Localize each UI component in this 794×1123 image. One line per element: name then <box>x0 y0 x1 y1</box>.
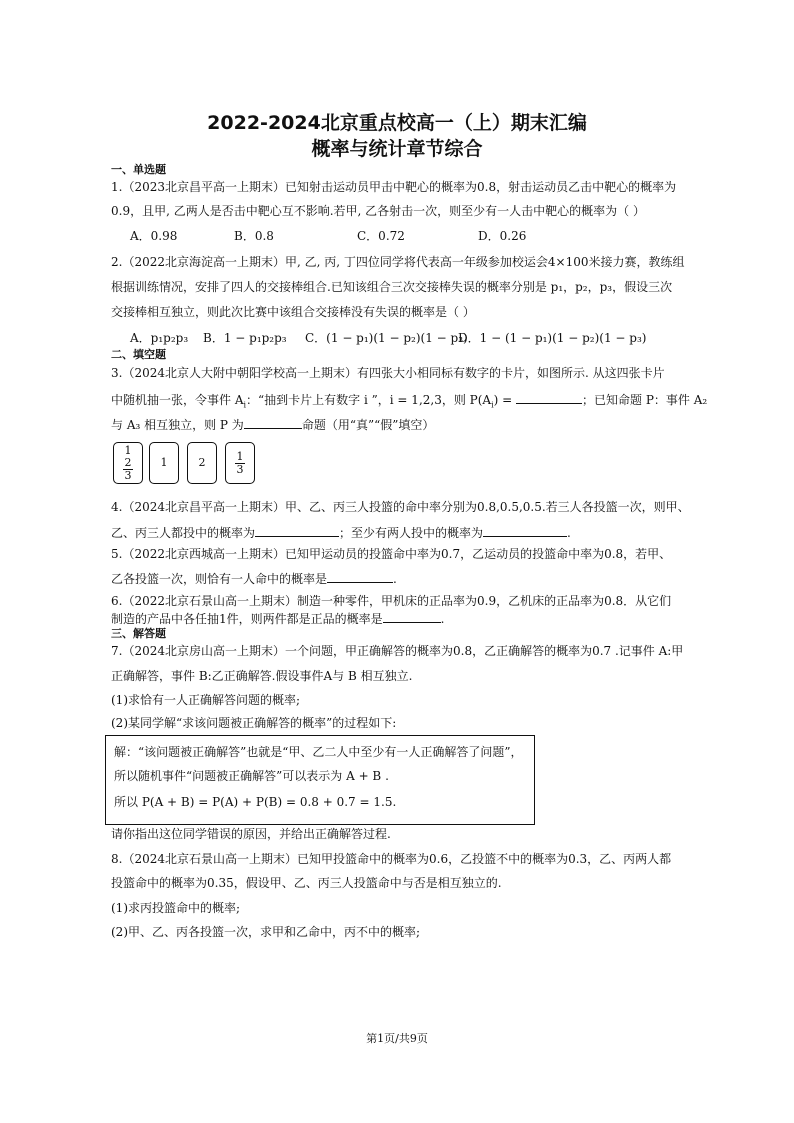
box-line1: 解：“该问题被正确解答”也就是“甲、乙二人中至少有一人正确解答了问题”， <box>114 745 523 759</box>
q4-answer-blank-2[interactable] <box>483 525 567 537</box>
card-2: 1 <box>149 442 179 484</box>
q2-option-a: A．p₁p₂p₃ <box>130 331 189 345</box>
q7-sub1: (1)求恰有一人正确解答问题的概率; <box>111 693 301 707</box>
page-footer: 第1页/共9页 <box>366 1032 428 1045</box>
q3-line3: 与 A₃ 相互独立，则 P 为 命题（用“真”“假”填空） <box>111 418 435 432</box>
q7-line1: 7.（2024北京房山高一上期末）一个问题，甲正确解答的概率为0.8，乙正确解答的概率为0.7 .记事件 A:甲 <box>111 644 684 658</box>
q1-option-d: D．0.26 <box>478 229 527 243</box>
q8-sub2: (2)甲、乙、丙各投篮一次，求甲和乙命中，丙不中的概率; <box>111 925 421 939</box>
section-answer: 三、解答题 <box>111 627 166 640</box>
q1-line1: 1.（2023北京昌平高一上期末）已知射击运动员甲击中靶心的概率为0.8，射击运动员乙击中靶心的概率为 <box>111 180 677 194</box>
q7-line2: 正确解答，事件 B:乙正确解答.假设事件A与 B 相互独立. <box>111 669 413 683</box>
q6-line1: 6.（2022北京石景山高一上期末）制造一种零件，甲机床的正品率为0.9，乙机床的正品率为0.8．从它们 <box>111 594 672 608</box>
q2-line2: 根据训练情况，安排了四人的交接棒组合.已知该组合三次交接棒失误的概率分别是 p₁，p₂，p₃，假设三次 <box>111 280 673 294</box>
q2-line1: 2.（2022北京海淀高一上期末）甲, 乙, 丙, 丁四位同学将代表高一年级参加校运会4×100米接力赛，教练组 <box>111 255 685 269</box>
q7-after: 请你指出这位同学错误的原因，并给出正确解答过程. <box>111 827 391 841</box>
card-4: 1 3 <box>225 442 255 484</box>
q6-line2: 制造的产品中各任抽1件，则两件都是正品的概率是 . <box>111 612 445 626</box>
q4-answer-blank-1[interactable] <box>255 525 339 537</box>
card-1: 1 2 3 <box>113 442 143 484</box>
box-line3: 所以 P(A + B) = P(A) + P(B) = 0.8 + 0.7 = 1.5. <box>114 795 397 809</box>
q1-option-a: A．0.98 <box>130 229 178 243</box>
box-line2: 所以随机事件“问题被正确解答”可以表示为 A + B . <box>114 769 389 783</box>
q3-answer-blank-2[interactable] <box>244 417 302 429</box>
q6-answer-blank[interactable] <box>383 611 441 623</box>
q2-option-c: C．(1 − p₁)(1 − p₂)(1 − p₃) <box>305 331 468 345</box>
q2-option-b: B．1 − p₁p₂p₃ <box>203 331 287 345</box>
q5-answer-blank[interactable] <box>327 571 393 583</box>
q3-answer-blank-1[interactable] <box>516 392 582 404</box>
q1-line2: 0.9，且甲, 乙两人是否击中靶心互不影响.若甲, 乙各射击一次，则至少有一人击中靶心的概率为（ ） <box>111 204 645 218</box>
doc-title-line2: 概率与统计章节综合 <box>311 138 483 160</box>
card-3: 2 <box>187 442 217 484</box>
q3-subscript-i1: i <box>243 400 247 410</box>
q4-line2: 乙、丙三人都投中的概率为 ；至少有两人投中的概率为 . <box>111 526 571 540</box>
q2-option-d: D．1 − (1 − p₁)(1 − p₂)(1 − p₃) <box>458 331 647 345</box>
q8-line2: 投篮命中的概率为0.35，假设甲、乙、丙三人投篮命中与否是相互独立的. <box>111 876 502 890</box>
q3-line2: 中随机抽一张，令事件 $A_i$：“抽到卡片上有数字 i ”，i = 1,2,3，则 $P(A_i)$ = ；已知命题 P：事件 A₂ <box>111 393 708 410</box>
q7-sub2: (2)某同学解“求该问题被正确解答的概率”的过程如下: <box>111 716 397 730</box>
q1-option-b: B．0.8 <box>234 229 274 243</box>
section-single-choice: 一、单选题 <box>111 163 166 176</box>
q8-sub1: (1)求丙投篮命中的概率; <box>111 901 241 915</box>
q8-line1: 8.（2024北京石景山高一上期末）已知甲投篮命中的概率为0.6，乙投篮不中的概率为0.3，乙、丙两人都 <box>111 852 672 866</box>
q4-line1: 4.（2024北京昌平高一上期末）甲、乙、丙三人投篮的命中率分别为0.8,0.5,0.5.若三人各投篮一次，则甲、 <box>111 500 690 514</box>
section-fill-blank: 二、填空题 <box>111 348 166 361</box>
q3-line1: 3.（2024北京人大附中朝阳学校高一上期末）有四张大小相同标有数字的卡片，如图所示. 从这四张卡片 <box>111 366 665 380</box>
q1-option-c: C．0.72 <box>357 229 405 243</box>
doc-title-line1: 2022-2024北京重点校高一（上）期末汇编 <box>207 112 587 134</box>
q5-line2: 乙各投篮一次，则恰有一人命中的概率是 . <box>111 572 397 586</box>
q2-line3: 交接棒相互独立，则此次比赛中该组合交接棒没有失误的概率是（ ） <box>111 305 475 319</box>
q3-subscript-i2: i <box>491 400 494 410</box>
q5-line1: 5.（2022北京西城高一上期末）已知甲运动员的投篮命中率为0.7，乙运动员的投篮命中率为0.8，若甲、 <box>111 547 672 561</box>
